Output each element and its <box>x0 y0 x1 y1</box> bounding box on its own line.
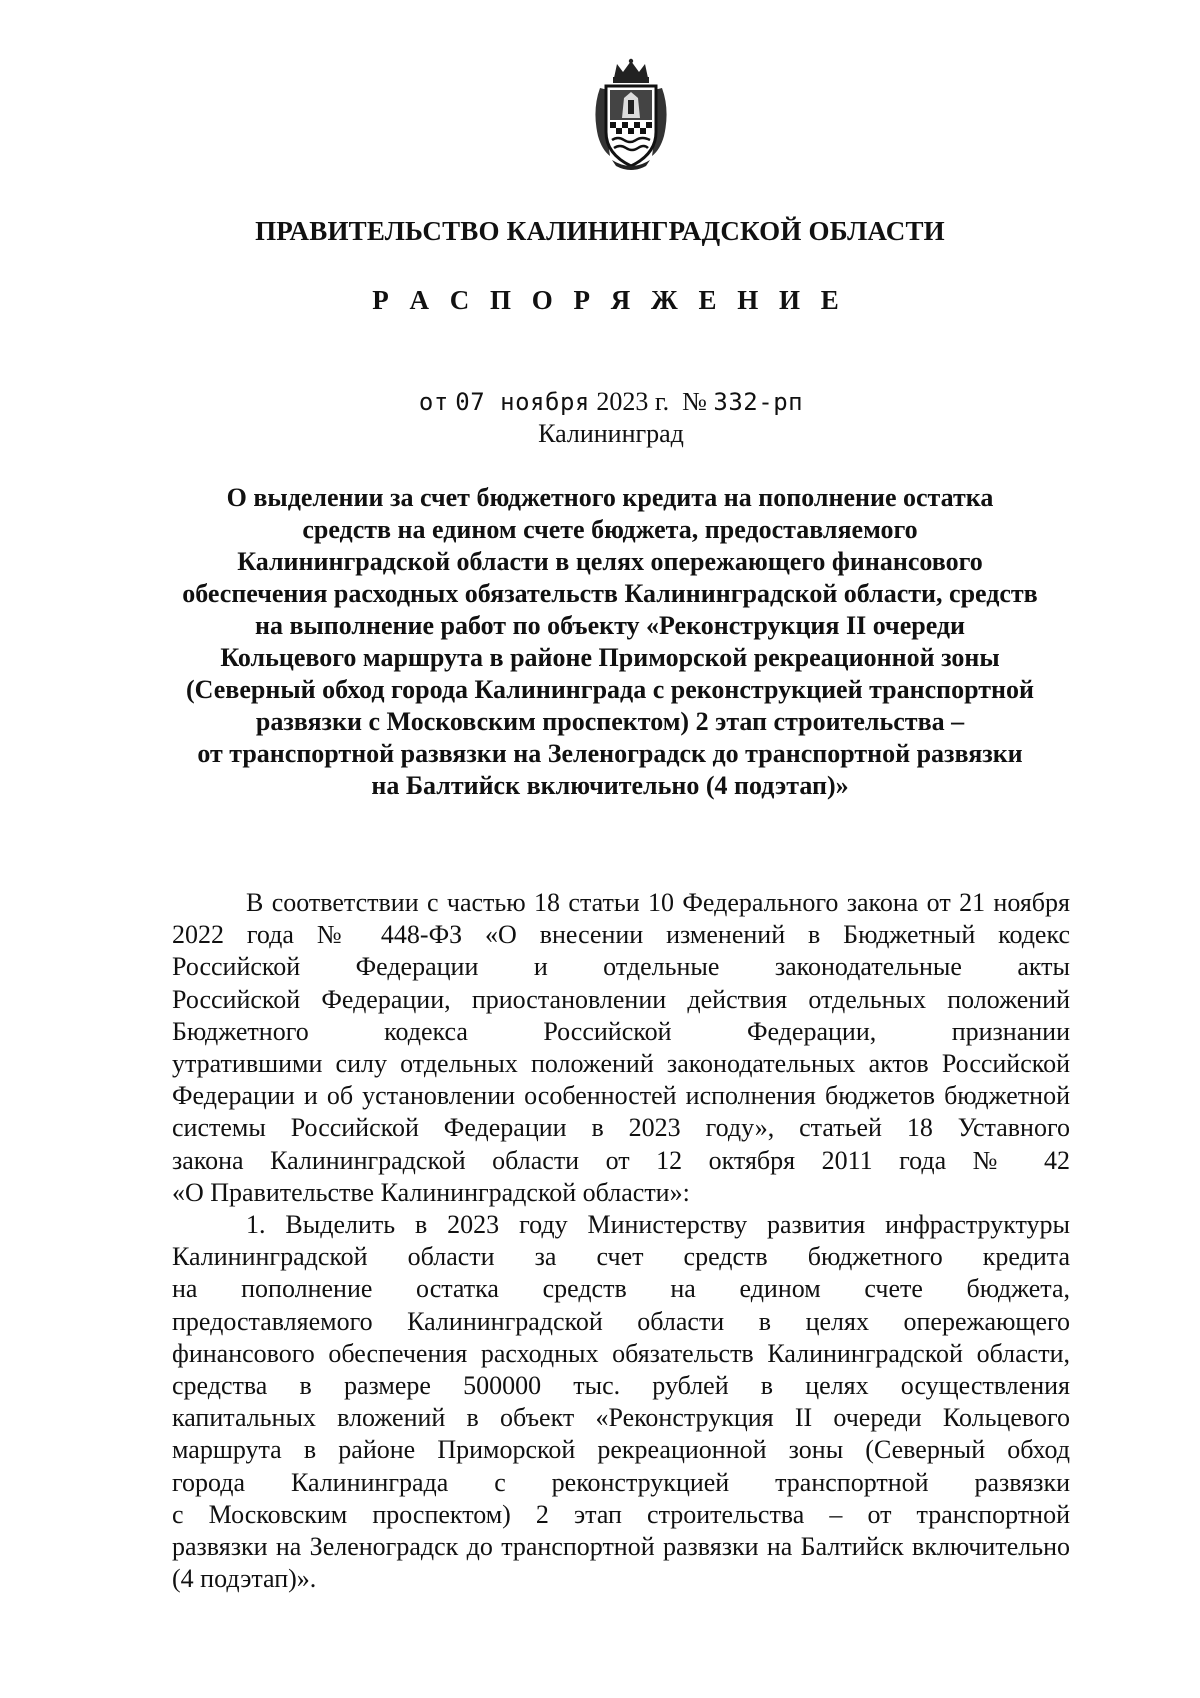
body-line: В соответствии с частью 18 статьи 10 Федерального закона от 21 ноября <box>246 888 1070 917</box>
body-line: утратившими силу отдельных положений законодательных актов Российской <box>172 1049 1070 1079</box>
body-line: системы Российской Федерации в 2023 году», статьей 18 Уставного <box>172 1113 1070 1143</box>
document-type-heading: Р А С П О Р Я Ж Е Н И Е <box>372 285 846 315</box>
subject-line: Калининградской области в целях опережающего финансового <box>237 547 983 576</box>
number-sign: № <box>682 387 707 416</box>
document-subject <box>150 482 1070 802</box>
subject-line: на Балтийск включительно (4 подэтап)» <box>371 771 849 800</box>
city-name: Калининград <box>538 419 684 448</box>
subject-line: О выделении за счет бюджетного кредита на пополнение остатка <box>226 483 994 512</box>
subject-line: обеспечения расходных обязательств Калининградской области, средств <box>182 579 1038 608</box>
date-number-line <box>0 387 1200 417</box>
subject-line: развязки с Московским проспектом) 2 этап строительства – <box>255 707 965 736</box>
body-line: 1. Выделить в 2023 году Министерству развития инфраструктуры <box>246 1210 1070 1240</box>
paragraph-item-1 <box>172 1209 1070 1595</box>
subject-line: от транспортной развязки на Зеленоградск до транспортной развязки <box>197 739 1023 768</box>
body-line: маршрута в районе Приморской рекреационной зоны (Северный обход <box>172 1435 1070 1465</box>
subject-line: средств на едином счете бюджета, предоставляемого <box>302 515 918 544</box>
body-line: средства в размере 500000 тыс. рублей в целях осуществления <box>172 1371 1070 1401</box>
kaliningrad-coat-of-arms-icon <box>586 58 676 172</box>
body-line: города Калининграда с реконструкцией транспортной развязки <box>172 1467 1070 1497</box>
body-line: Российской Федерации и отдельные законодательные акты <box>172 952 1070 982</box>
body-line: капитальных вложений в объект «Реконструкция II очереди Кольцевого <box>172 1403 1070 1433</box>
subject-line: на выполнение работ по объекту «Реконструкция II очереди <box>254 611 966 640</box>
body-line: Российской Федерации, приостановлении действия отдельных положений <box>172 984 1070 1014</box>
body-line: на пополнение остатка средств на едином счете бюджета, <box>172 1274 1070 1304</box>
body-line: с Московским проспектом) 2 этап строительства – от транспортной <box>172 1499 1070 1529</box>
date-day: 07 ноября <box>455 388 590 416</box>
organization-title: ПРАВИТЕЛЬСТВО КАЛИНИНГРАДСКОЙ ОБЛАСТИ <box>255 216 945 246</box>
subject-line: (Северный обход города Калининграда с реконструкцией транспортной <box>186 675 1034 704</box>
body-line: предоставляемого Калининградской области в целях опережающего <box>172 1306 1070 1336</box>
body-line: развязки на Зеленоградск до транспортной развязки на Балтийск включительно <box>172 1532 1070 1562</box>
date-prefix: от <box>418 388 449 416</box>
body-line: Калининградской области за счет средств бюджетного кредита <box>172 1242 1070 1272</box>
document-body <box>172 887 1070 1595</box>
body-line: Бюджетного кодекса Российской Федерации, признании <box>172 1016 1070 1046</box>
document-number: 332-рп <box>713 388 804 416</box>
body-line: 2022 года № 448-ФЗ «О внесении изменений в Бюджетный кодекс <box>172 920 1070 950</box>
body-line: финансового обеспечения расходных обязательств Калининградской области, <box>172 1338 1070 1368</box>
paragraph-preamble <box>172 887 1070 1209</box>
body-line: Федерации и об установлении особенностей исполнения бюджетов бюджетной <box>172 1081 1070 1111</box>
body-line: «О Правительстве Калининградской области»: <box>172 1177 690 1207</box>
body-line: закона Калининградской области от 12 октября 2011 года № 42 <box>172 1145 1070 1175</box>
subject-line: Кольцевого маршрута в районе Приморской рекреационной зоны <box>220 643 1000 672</box>
body-line: (4 подэтап)». <box>172 1564 317 1594</box>
date-year: 2023 г. <box>596 387 670 416</box>
